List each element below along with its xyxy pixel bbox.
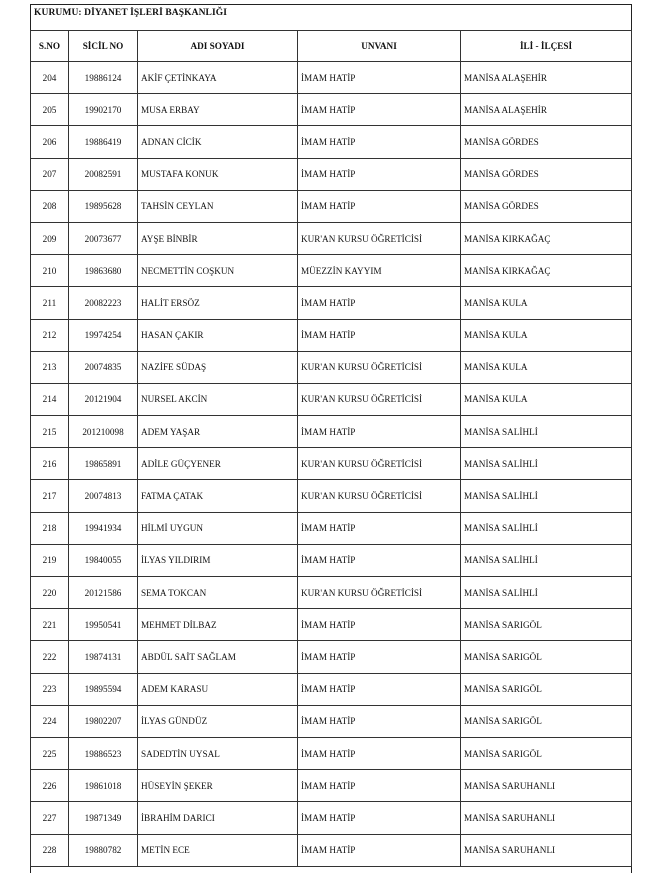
cell-sicil: 19865891 [69, 448, 138, 480]
table-row [31, 802, 632, 834]
table-row [31, 62, 632, 94]
cell-title: İMAM HATİP [298, 512, 461, 544]
cell-location: MANİSA KIRKAĞAÇ [461, 255, 632, 287]
cell-sicil: 20082591 [69, 158, 138, 190]
cell-title: İMAM HATİP [298, 287, 461, 319]
table-row [31, 544, 632, 576]
cell-sicil: 19895628 [69, 190, 138, 222]
cell-sicil: 19886419 [69, 126, 138, 158]
table-row [31, 673, 632, 705]
cell-name: MEHMET DİLBAZ [138, 609, 298, 641]
table-row [31, 416, 632, 448]
cell-title: İMAM HATİP [298, 94, 461, 126]
table-row [31, 770, 632, 802]
table-row [31, 737, 632, 769]
cell-title: İMAM HATİP [298, 190, 461, 222]
cell-no: 224 [31, 705, 69, 737]
table-row [31, 705, 632, 737]
table-row [31, 287, 632, 319]
cell-sicil: 19974254 [69, 319, 138, 351]
cell-name: FATMA ÇATAK [138, 480, 298, 512]
cell-no: 214 [31, 383, 69, 415]
cell-title: İMAM HATİP [298, 802, 461, 834]
cell-no: 225 [31, 737, 69, 769]
cell-sicil: 20082223 [69, 287, 138, 319]
table-row [31, 158, 632, 190]
cell-location: MANİSA SARIGÖL [461, 705, 632, 737]
cell-location: MANİSA SALİHLİ [461, 512, 632, 544]
header-sicil: SİCİL NO [69, 31, 138, 62]
cell-location: MANİSA KIRKAĞAÇ [461, 222, 632, 254]
cell-name: NURSEL AKCİN [138, 383, 298, 415]
cell-name: NAZİFE SÜDAŞ [138, 351, 298, 383]
cell-name: HASAN ÇAKIR [138, 319, 298, 351]
table-row [31, 190, 632, 222]
cell-sicil: 19895594 [69, 673, 138, 705]
table-row [31, 577, 632, 609]
cell-title: İMAM HATİP [298, 126, 461, 158]
table-row [31, 351, 632, 383]
cell-title: MÜEZZİN KAYYIM [298, 255, 461, 287]
table-row [31, 222, 632, 254]
cell-name: İBRAHİM DARICI [138, 802, 298, 834]
cell-sicil: 19941934 [69, 512, 138, 544]
header-title: UNVANI [298, 31, 461, 62]
cell-location: MANİSA SARIGÖL [461, 737, 632, 769]
cell-title: KUR'AN KURSU ÖĞRETİCİSİ [298, 383, 461, 415]
cell-name: NECMETTİN COŞKUN [138, 255, 298, 287]
cell-title: İMAM HATİP [298, 673, 461, 705]
cell-title: İMAM HATİP [298, 158, 461, 190]
cell-title: İMAM HATİP [298, 770, 461, 802]
cell-location: MANİSA KULA [461, 319, 632, 351]
table-row [31, 94, 632, 126]
table-row [31, 319, 632, 351]
cell-sicil: 19861018 [69, 770, 138, 802]
cell-sicil: 20074813 [69, 480, 138, 512]
cell-no: 213 [31, 351, 69, 383]
cell-sicil: 20121586 [69, 577, 138, 609]
cell-location: MANİSA SARIGÖL [461, 609, 632, 641]
cell-location: MANİSA SALİHLİ [461, 480, 632, 512]
cell-title: KUR'AN KURSU ÖĞRETİCİSİ [298, 351, 461, 383]
cell-no: 205 [31, 94, 69, 126]
cell-no: 216 [31, 448, 69, 480]
cell-title: KUR'AN KURSU ÖĞRETİCİSİ [298, 448, 461, 480]
cell-sicil: 20121904 [69, 383, 138, 415]
cell-name: HALİT ERSÖZ [138, 287, 298, 319]
cell-no: 221 [31, 609, 69, 641]
cell-location: MANİSA KULA [461, 287, 632, 319]
cell-no: 212 [31, 319, 69, 351]
cell-name: AYŞE BİNBİR [138, 222, 298, 254]
cell-title: KUR'AN KURSU ÖĞRETİCİSİ [298, 480, 461, 512]
cell-sicil: 201210098 [69, 416, 138, 448]
cell-name: İLYAS GÜNDÜZ [138, 705, 298, 737]
cell-name: ADEM KARASU [138, 673, 298, 705]
cell-name: İLYAS YILDIRIM [138, 544, 298, 576]
cell-no: 218 [31, 512, 69, 544]
cell-title: İMAM HATİP [298, 544, 461, 576]
cell-no: 220 [31, 577, 69, 609]
table-row [31, 126, 632, 158]
cell-no: 226 [31, 770, 69, 802]
cell-sicil: 19871349 [69, 802, 138, 834]
cell-sicil: 19802207 [69, 705, 138, 737]
cell-location: MANİSA SALİHLİ [461, 416, 632, 448]
cell-location: MANİSA KULA [461, 351, 632, 383]
cell-sicil: 19886124 [69, 62, 138, 94]
cell-location: MANİSA SALİHLİ [461, 448, 632, 480]
cell-location: MANİSA GÖRDES [461, 126, 632, 158]
cell-sicil: 19840055 [69, 544, 138, 576]
cell-no: 228 [31, 834, 69, 866]
cell-name: SADEDTİN UYSAL [138, 737, 298, 769]
cell-sicil: 19874131 [69, 641, 138, 673]
cell-sicil: 19950541 [69, 609, 138, 641]
cell-sicil: 19863680 [69, 255, 138, 287]
header-location: İLİ - İLÇESİ [461, 31, 632, 62]
cell-no: 208 [31, 190, 69, 222]
cell-no: 215 [31, 416, 69, 448]
cell-location: MANİSA SALİHLİ [461, 577, 632, 609]
cell-title: İMAM HATİP [298, 416, 461, 448]
cell-name: HÜSEYİN ŞEKER [138, 770, 298, 802]
cell-no: 227 [31, 802, 69, 834]
table-row [31, 641, 632, 673]
cell-sicil: 19880782 [69, 834, 138, 866]
cell-title: KUR'AN KURSU ÖĞRETİCİSİ [298, 222, 461, 254]
table-row [31, 609, 632, 641]
table-header-row [31, 31, 632, 62]
cell-sicil: 19902170 [69, 94, 138, 126]
cell-location: MANİSA KULA [461, 383, 632, 415]
cell-location: MANİSA SARUHANLI [461, 770, 632, 802]
table-row [31, 383, 632, 415]
cell-name: MUSA ERBAY [138, 94, 298, 126]
header-name: ADI SOYADI [138, 31, 298, 62]
cell-no: 209 [31, 222, 69, 254]
cell-no: 206 [31, 126, 69, 158]
personnel-table [30, 30, 632, 867]
table-row [31, 448, 632, 480]
cell-no: 217 [31, 480, 69, 512]
cell-location: MANİSA GÖRDES [461, 190, 632, 222]
cell-name: ABDÜL SAİT SAĞLAM [138, 641, 298, 673]
cell-name: AKİF ÇETİNKAYA [138, 62, 298, 94]
cell-location: MANİSA SARUHANLI [461, 834, 632, 866]
cell-name: METİN ECE [138, 834, 298, 866]
cell-no: 204 [31, 62, 69, 94]
cell-title: İMAM HATİP [298, 319, 461, 351]
institution-header: KURUMU: DİYANET İŞLERİ BAŞKANLIĞI [34, 8, 228, 18]
cell-sicil: 19886523 [69, 737, 138, 769]
table-row [31, 480, 632, 512]
cell-sicil: 20074835 [69, 351, 138, 383]
table-row [31, 834, 632, 866]
cell-title: KUR'AN KURSU ÖĞRETİCİSİ [298, 577, 461, 609]
cell-no: 210 [31, 255, 69, 287]
cell-sicil: 20073677 [69, 222, 138, 254]
cell-location: MANİSA SARIGÖL [461, 673, 632, 705]
cell-no: 211 [31, 287, 69, 319]
table-row [31, 255, 632, 287]
cell-name: TAHSİN CEYLAN [138, 190, 298, 222]
cell-no: 223 [31, 673, 69, 705]
cell-name: ADİLE GÜÇYENER [138, 448, 298, 480]
cell-name: ADEM YAŞAR [138, 416, 298, 448]
cell-no: 207 [31, 158, 69, 190]
cell-title: İMAM HATİP [298, 705, 461, 737]
cell-name: HİLMİ UYGUN [138, 512, 298, 544]
cell-location: MANİSA SALİHLİ [461, 544, 632, 576]
cell-title: İMAM HATİP [298, 641, 461, 673]
cell-title: İMAM HATİP [298, 737, 461, 769]
cell-name: SEMA TOKCAN [138, 577, 298, 609]
cell-name: MUSTAFA KONUK [138, 158, 298, 190]
cell-title: İMAM HATİP [298, 62, 461, 94]
cell-location: MANİSA ALAŞEHİR [461, 62, 632, 94]
cell-no: 219 [31, 544, 69, 576]
cell-name: ADNAN CİCİK [138, 126, 298, 158]
cell-title: İMAM HATİP [298, 834, 461, 866]
table-row [31, 512, 632, 544]
cell-location: MANİSA SARUHANLI [461, 802, 632, 834]
cell-location: MANİSA SARIGÖL [461, 641, 632, 673]
header-no: S.NO [31, 31, 69, 62]
cell-title: İMAM HATİP [298, 609, 461, 641]
cell-location: MANİSA GÖRDES [461, 158, 632, 190]
cell-no: 222 [31, 641, 69, 673]
cell-location: MANİSA ALAŞEHİR [461, 94, 632, 126]
